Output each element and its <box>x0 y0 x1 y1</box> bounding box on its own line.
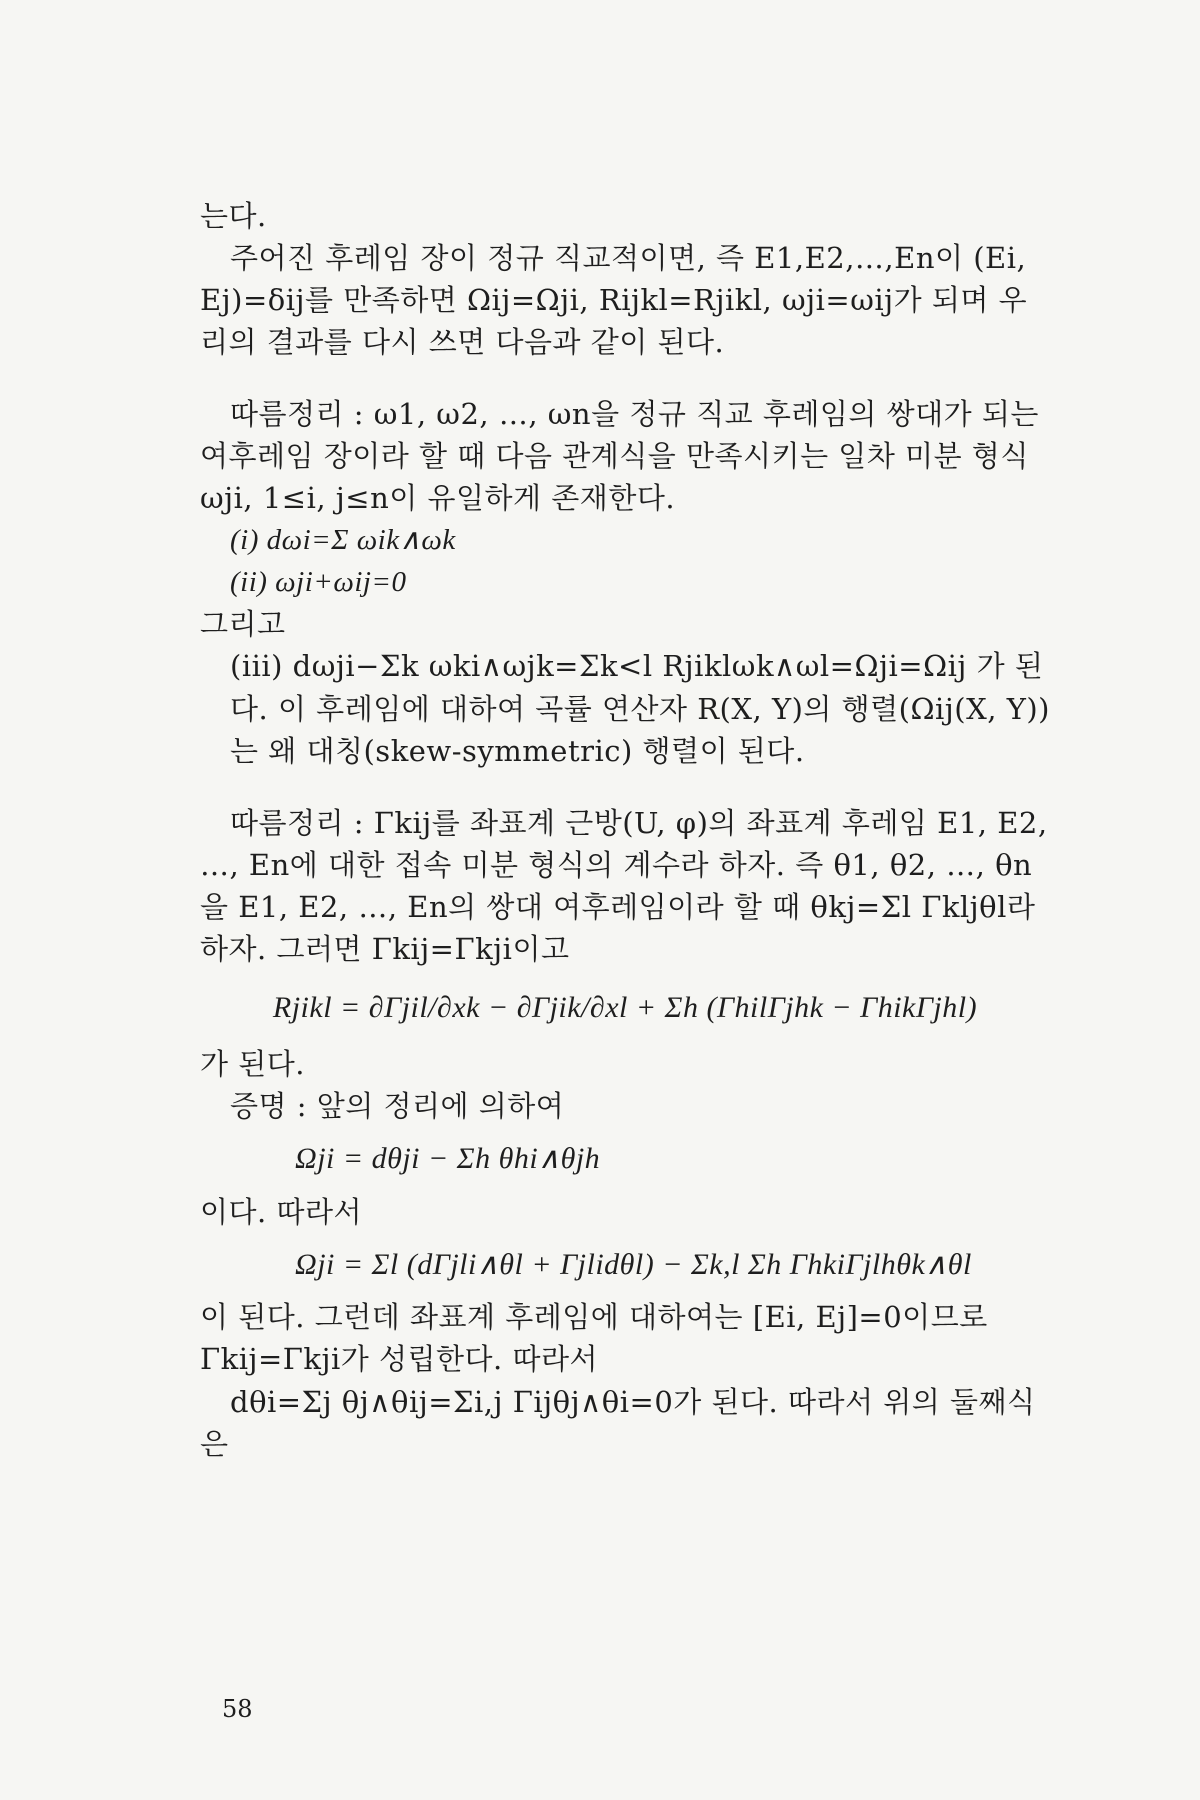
corollary-1-condition-ii: (ii) ωji+ωij=0 <box>230 566 407 599</box>
corollary-2: 따름정리 : Γkij를 좌표계 근방(U, φ)의 좌표계 후레임 E1, E2, …, En에 대한 접속 미분 형식의 계수라 하자. 즉 θ1, θ2, …, θn을 E1, E2, …, En의 쌍대 여후레임이라 할 때 θkj=Σl Γkljθl라 하자. 그러면 Γkij=Γkji이고 <box>200 805 1048 966</box>
paragraph-final: dθi=Σj θj∧θij=Σi,j Γijθj∧θi=0가 된다. 따라서 위의 둘째식은 <box>200 1384 1036 1461</box>
paragraph-continuation: 는다. <box>200 199 267 233</box>
proof-equation-1: Ωji = dθji − Σh θhi∧θjh <box>295 1142 601 1176</box>
page-body <box>200 195 1050 1465</box>
paragraph-and: 그리고 <box>200 607 286 642</box>
corollary-1-condition-i: (i) dωi=Σ ωik∧ωk <box>230 524 456 557</box>
paragraph-coordinate-frame: 이 된다. 그런데 좌표계 후레임에 대하여는 [Ei, Ej]=0이므로 Γkij=Γkji가 성립한다. 따라서 <box>200 1300 988 1377</box>
curvature-formula: Rjikl = ∂Γjil/∂xk − ∂Γjik/∂xl + Σh (ΓhilΓjhk − ΓhikΓjhl) <box>272 990 978 1024</box>
corollary-1-condition-iii: (iii) dωji−Σk ωki∧ωjk=Σk<l Rjiklωk∧ωl=Ωji=Ωij 가 된다. 이 후레임에 대하여 곡률 연산자 R(X, Y)의 행렬(Ωij(X, Y))는 왜 대칭(skew-symmetric) 행렬이 된다. <box>230 649 1050 768</box>
page-number: 58 <box>222 1695 253 1723</box>
paragraph-becomes: 가 된다. <box>200 1047 305 1082</box>
paragraph-orthonormal-frame: 주어진 후레임 장이 정규 직교적이면, 즉 E1,E2,…,En이 (Ei, Ej)=δij를 만족하면 Ωij=Ωji, Rijkl=Rjikl, ωji=ωij가 되며 우리의 결과를 다시 쓰면 다음과 같이 된다. <box>200 241 1028 360</box>
paragraph-therefore: 이다. 따라서 <box>200 1194 363 1229</box>
proof-equation-2: Ωji = Σl (dΓjli∧θl + Γjlidθl) − Σk,l Σh ΓhkiΓjlhθk∧θl <box>295 1247 972 1281</box>
proof-heading: 증명 : 앞의 정리에 의하여 <box>230 1089 565 1124</box>
corollary-1: 따름정리 : ω1, ω2, …, ωn을 정규 직교 후레임의 쌍대가 되는 여후레임 장이라 할 때 다음 관계식을 만족시키는 일차 미분 형식 ωji, 1≤i, j≤n이 유일하게 존재한다. <box>200 397 1039 516</box>
